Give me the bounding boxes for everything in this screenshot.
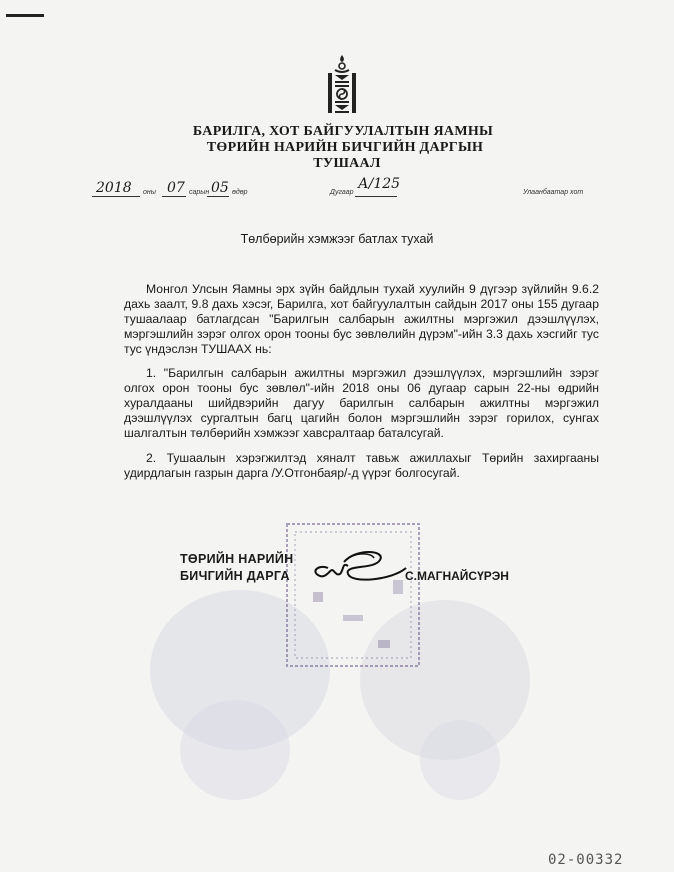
number-label: Дугаар [330,189,354,196]
scan-shadow [180,700,290,800]
preamble-paragraph: Монгол Улсын Яамны эрх зүйн байдлын тухай хуулийн 9 дүгээр зүйлийн 9.6.2 дахь заалт, 9.8 дахь хэсэг, Барилга, хот байгуулалтын сайдын 2017 оны 155 дугаар тушаалаар батлагдсан "Барилгын салбарын ажилтны мэргэжил дээшлүүлэх, мэргэшлийн зэрэг олгох орон тооны бус зөвлөлийн дүрэм"-ийн 3.3 дахь хэсгийг тус тус үндэслэн ТУШААХ нь: [124,282,599,356]
signatory-title-line-2: БИЧГИЙН ДАРГА [180,569,290,583]
year-suffix: оны [143,189,156,196]
scan-mark [6,14,44,17]
year-handwritten: 2018 [96,180,132,196]
document-title: Төлбөрийн хэмжээг батлах тухай [240,232,434,246]
clause-2-paragraph: 2. Тушаалын хэрэгжилтэд хяналт тавьж ажиллахыг Төрийн захиргааны удирдлагын газрын дарга /У.Отгонбаяр/-д үүрэг болгосугай. [124,451,599,480]
signatory-name: С.МАГНАЙСҮРЭН [405,569,509,583]
state-emblem-icon [325,53,359,115]
organization-line-1: БАРИЛГА, ХОТ БАЙГУУЛАЛТЫН ЯАМНЫ [192,124,494,139]
handwritten-signature-icon [300,540,410,590]
signatory-title-line-1: ТӨРИЙН НАРИЙН [180,552,294,566]
order-number-handwritten: А/125 [358,176,401,192]
organization-line-3: ТУШААЛ [313,156,381,171]
month-suffix: сарын [189,189,210,196]
month-handwritten: 07 [167,180,185,196]
organization-line-2: ТӨРИЙН НАРИЙН БИЧГИЙН ДАРГЫН [206,140,484,155]
day-suffix: өдөр [232,189,248,196]
scan-shadow [420,720,500,800]
day-handwritten: 05 [211,180,229,196]
clause-1-paragraph: 1. "Барилгын салбарын ажилтны мэргэжил дээшлүүлэх, мэргэшлийн зэрэг олгох орон тооны бус зөвлөл"-ийн 2018 оны 06 дугаар сарын 22-ны өдрийн хуралдааны шийдвэрийн дагуу барилгын салбарын ажилтны мэргэжил дээшлүүлэх сургалтын багц цагийн болон мэргэшлийн зэрэг горилох, сунгах шалгалтын төлбөрийн хэмжээг хавсралтаар баталсугай. [124,366,599,440]
city-label: Улаанбаатар хот [523,189,584,196]
footer-serial-number: 02-00332 [548,852,624,868]
